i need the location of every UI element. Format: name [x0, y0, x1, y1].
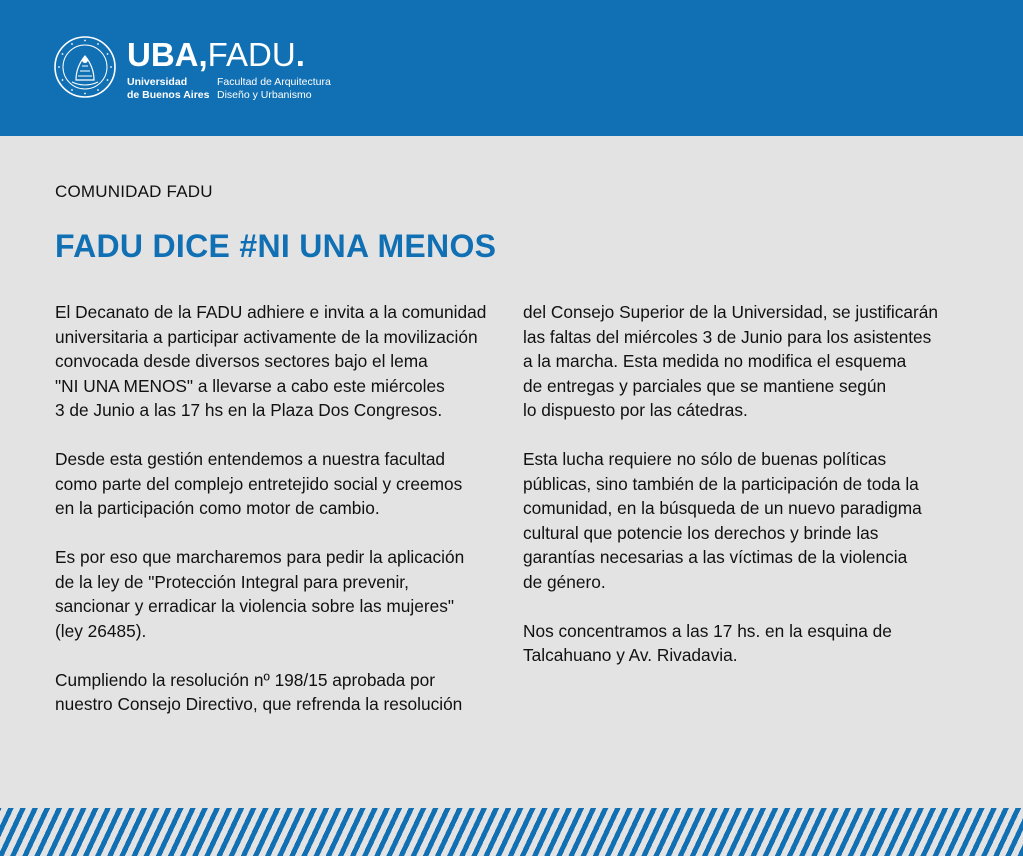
paragraph-line: de género.: [523, 571, 606, 592]
paragraph-line: Cumpliendo la resolución nº 198/15 aprobada por: [55, 669, 436, 690]
brand-wordmark: [127, 38, 305, 72]
university-seal-icon: [54, 36, 116, 98]
brand-uba: UBA,: [127, 36, 208, 73]
paragraph-line: universitaria a participar activamente de la movilización: [55, 326, 478, 347]
decorative-stripes: [0, 808, 1023, 856]
body-column-left: [55, 300, 510, 741]
paragraph-line: como parte del complejo entretejido social y creemos: [55, 473, 463, 494]
brand-university-name: [127, 76, 217, 102]
paragraph-line: a la marcha. Esta medida no modifica el esquema: [523, 351, 907, 371]
paragraph-line: Nos concentramos a las 17 hs. en la esquina de: [523, 620, 892, 641]
paragraph-line: comunidad, en la búsqueda de un nuevo paradigma: [523, 498, 922, 518]
paragraph-line: El Decanato de la FADU adhiere e invita a la comunidad: [55, 302, 487, 322]
paragraph-line: (ley 26485).: [55, 620, 147, 641]
page-title: FADU DICE #NI UNA MENOS: [55, 228, 497, 264]
paragraph-line: del Consejo Superior de la Universidad, se justificarán: [523, 302, 938, 322]
paragraph: [55, 300, 510, 423]
paragraph-line: convocada desde diversos sectores bajo el lema: [55, 351, 428, 371]
section-label: COMUNIDAD FADU: [55, 182, 213, 201]
paragraph: [523, 300, 978, 423]
brand-university-line-1: Universidad: [127, 76, 188, 88]
paragraph-line: Esta lucha requiere no sólo de buenas políticas: [523, 449, 887, 469]
paragraph-line: lo dispuesto por las cátedras.: [523, 400, 748, 420]
brand-logo: [127, 36, 331, 101]
brand-faculty-line-1: Facultad de Arquitectura: [217, 76, 331, 88]
paragraph-line: Talcahuano y Av. Rivadavia.: [523, 645, 738, 665]
paragraph-line: Desde esta gestión entendemos a nuestra facultad: [55, 449, 446, 469]
paragraph-line: de la ley de "Protección Integral para prevenir,: [55, 571, 409, 592]
brand-fadu: FADU: [207, 36, 296, 73]
paragraph-line: "NI UNA MENOS" a llevarse a cabo este miércoles: [55, 375, 445, 396]
paragraph-line: en la participación como motor de cambio.: [55, 498, 380, 518]
paragraph: [55, 545, 510, 643]
paragraph-line: cultural que potencie los derechos y brinde las: [523, 522, 879, 543]
paragraph: [55, 668, 510, 717]
paragraph: [55, 447, 510, 521]
paragraph: [523, 447, 978, 594]
paragraph-line: 3 de Junio a las 17 hs en la Plaza Dos Congresos.: [55, 400, 443, 420]
body-column-right: [523, 300, 978, 692]
brand-subtitle: [127, 76, 331, 102]
brand-dot: .: [295, 36, 305, 73]
paragraph-line: nuestro Consejo Directivo, que refrenda la resolución: [55, 694, 463, 714]
paragraph-line: públicas, sino también de la participación de toda la: [523, 473, 919, 494]
paragraph-line: de entregas y parciales que se mantiene según: [523, 375, 887, 396]
paragraph-line: sancionar y erradicar la violencia sobre las mujeres": [55, 596, 454, 616]
paragraph-line: Es por eso que marcharemos para pedir la aplicación: [55, 547, 465, 567]
brand-faculty-line-2: Diseño y Urbanismo: [217, 89, 312, 101]
brand-university-line-2: de Buenos Aires: [127, 89, 210, 101]
paragraph: [523, 619, 978, 668]
brand-faculty-name: [217, 76, 331, 102]
paragraph-line: garantías necesarias a las víctimas de la violencia: [523, 547, 908, 567]
paragraph-line: las faltas del miércoles 3 de Junio para los asistentes: [523, 326, 932, 347]
header-banner: [0, 0, 1023, 136]
